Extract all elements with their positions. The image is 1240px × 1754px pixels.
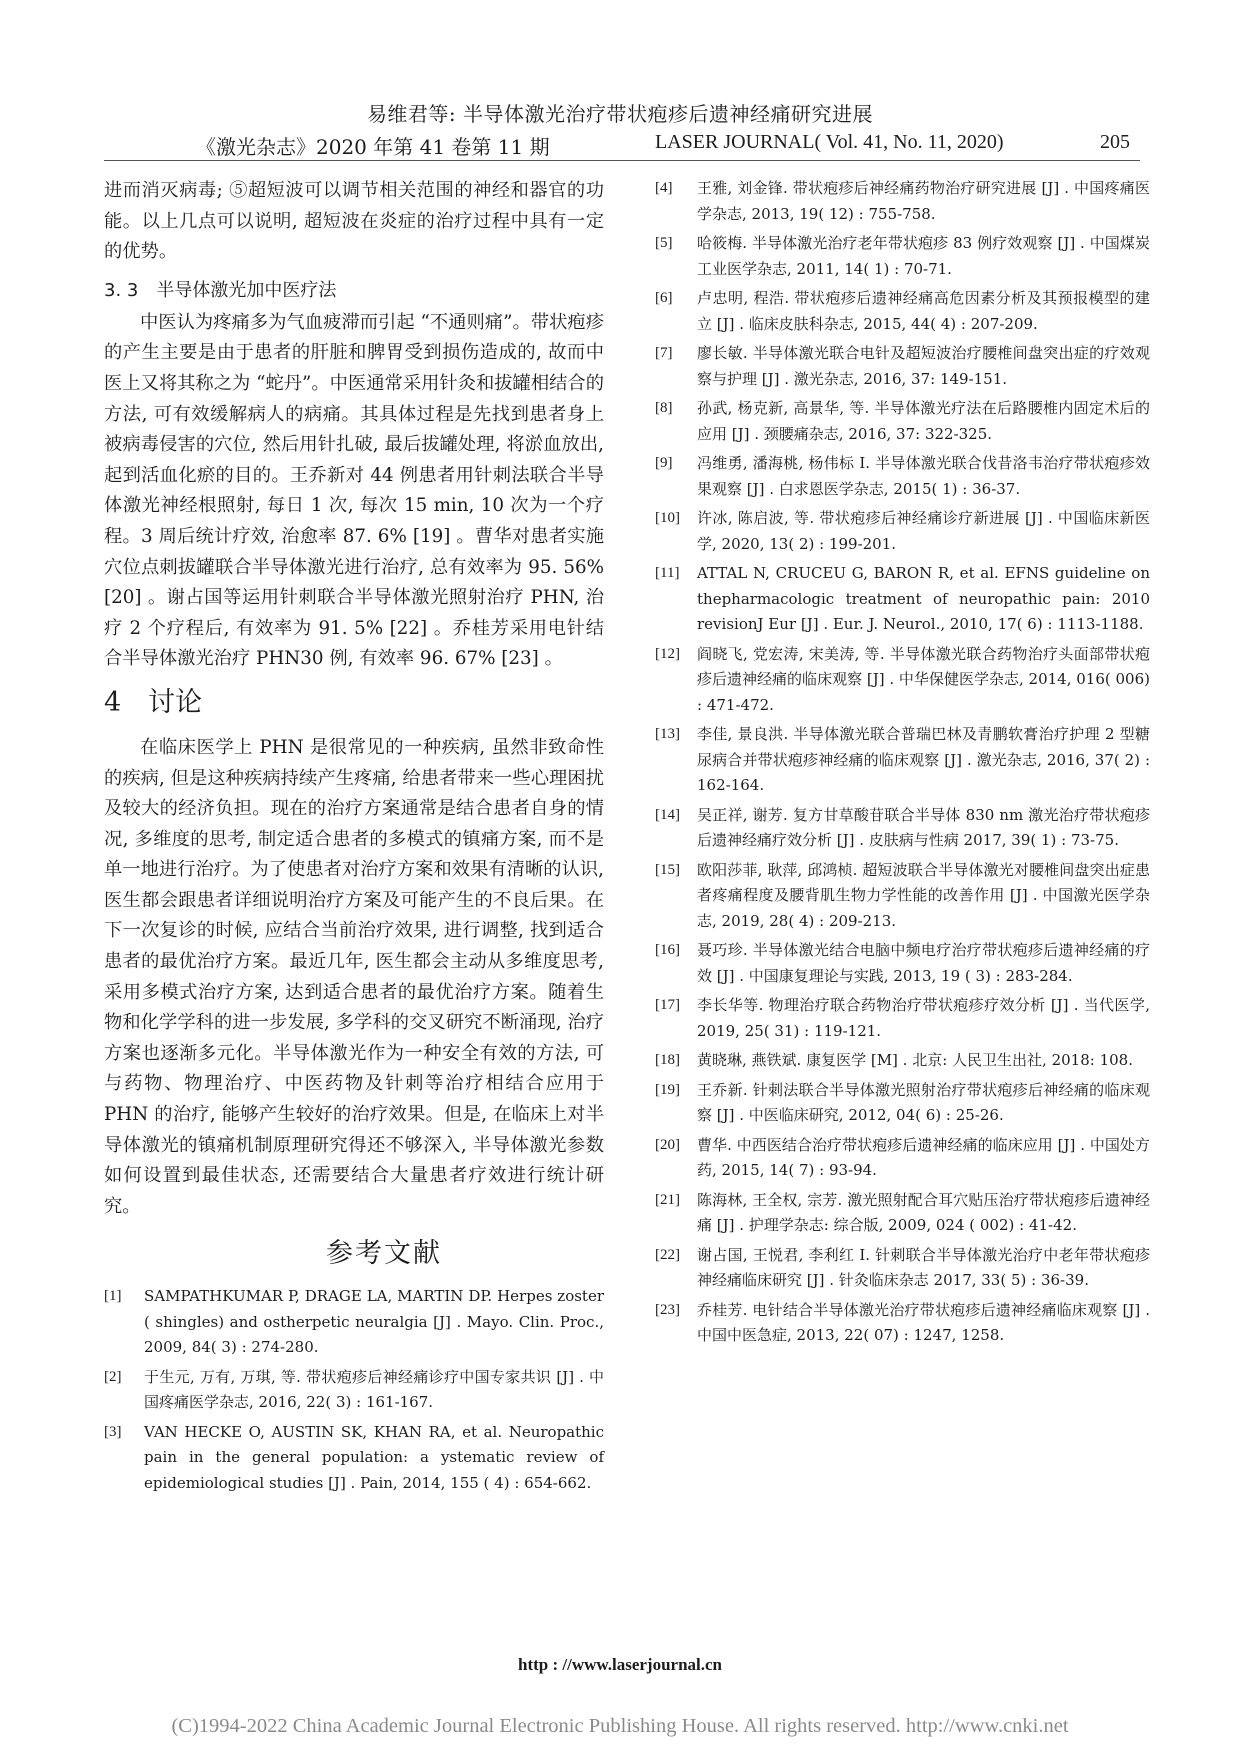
reference-item [655, 561, 1150, 638]
reference-number: [11] [655, 565, 680, 581]
reference-list-left [104, 1284, 604, 1496]
reference-number: [17] [655, 997, 680, 1013]
reference-number: [15] [655, 861, 680, 878]
journal-issue-cn: 《激光杂志》2020 年第 41 卷第 11 期 [196, 135, 550, 159]
journal-issue-en: LASER JOURNAL( Vol. 41, No. 11, 2020) [655, 131, 1004, 153]
reference-number: [3] [104, 1423, 122, 1440]
reference-item [104, 1365, 604, 1416]
reference-item [104, 1420, 604, 1497]
reference-number: [13] [655, 726, 680, 742]
reference-text: 哈筱梅. 半导体激光治疗老年带状疱疹 83 例疗效观察 [J] . 中国煤炭工业医学杂志, 2011, 14( 1) : 70-71. [697, 234, 1150, 278]
reference-number: [16] [655, 942, 680, 958]
reference-text: 黄晓琳, 燕铁斌. 康复医学 [M] . 北京: 人民卫生出社, 2018: 108. [697, 1051, 1133, 1069]
reference-text: 王乔新. 针刺法联合半导体激光照射治疗带状疱疹后神经痛的临床观察 [J] . 中医临床研究, 2012, 04( 6) : 25-26. [697, 1080, 1150, 1124]
page-number: 205 [1100, 131, 1130, 153]
references-title: 参考文献 [326, 1238, 442, 1270]
reference-item [655, 722, 1150, 799]
reference-item [655, 642, 1150, 719]
reference-item [655, 1243, 1150, 1294]
journal-url: http : //www.laserjournal.cn [518, 1655, 722, 1674]
reference-number: [8] [655, 400, 673, 416]
section-4-number: 4 [104, 686, 122, 718]
reference-item [655, 803, 1150, 854]
reference-item [655, 231, 1150, 282]
reference-number: [4] [655, 180, 673, 196]
reference-text: 乔桂芳. 电针结合半导体激光治疗带状疱疹后遗神经痛临床观察 [J] . 中国中医急症, 2013, 22( 07) : 1247, 1258. [697, 1300, 1150, 1344]
reference-item [655, 341, 1150, 392]
reference-text: 卢忠明, 程浩. 带状疱疹后遗神经痛高危因素分析及其预报模型的建立 [J] . 临床皮肤科杂志, 2015, 44( 4) : 207-209. [697, 289, 1150, 333]
reference-text: 于生元, 万有, 万琪, 等. 带状疱疹后神经痛诊疗中国专家共识 [J] . 中国疼痛医学杂志, 2016, 22( 3) : 161-167. [144, 1367, 604, 1412]
running-title: 易维君等: 半导体激光治疗带状疱疹后遗神经痛研究进展 [366, 102, 874, 126]
reference-item [655, 1078, 1150, 1129]
reference-text: 冯维勇, 潘海桃, 杨伟标 I. 半导体激光联合伐昔洛韦治疗带状疱疹效果观察 [J] . 白求恩医学杂志, 2015( 1) : 36-37. [697, 454, 1150, 498]
reference-number: [10] [655, 510, 680, 526]
paragraph-continuation: 进而消灭病毒; ⑤超短波可以调节相关范围的神经和器官的功能。以上几点可以说明, 超短波在炎症的治疗过程中具有一定的优势。 [104, 180, 604, 263]
reference-text: SAMPATHKUMAR P, DRAGE LA, MARTIN DP. Herpes zoster ( shingles) and ostherpetic neuralgia [J] . Mayo. Clin. Proc., 2009, 84( 3) : 274-280. [144, 1287, 604, 1357]
reference-number: [5] [655, 235, 673, 251]
reference-text: 曹华. 中西医结合治疗带状疱疹后遗神经痛的临床应用 [J] . 中国处方药, 2015, 14( 7) : 93-94. [697, 1135, 1150, 1179]
left-column [104, 176, 604, 1500]
reference-text: ATTAL N, CRUCEU G, BARON R, et al. EFNS guideline on thepharmacologic treatment of neuropathic pain: 2010 revisionJ Eur [J] . Eur. J. Neurol., 2010, 17( 6) : 1113-1188. [697, 564, 1150, 633]
reference-item [655, 451, 1150, 502]
reference-number: [18] [655, 1052, 680, 1068]
reference-item [104, 1284, 604, 1361]
reference-number: [19] [655, 1081, 680, 1098]
reference-text: 谢占国, 王悦君, 李利红 I. 针刺联合半导体激光治疗中老年带状疱疹神经痛临床研究 [J] . 针灸临床杂志 2017, 33( 5) : 36-39. [697, 1245, 1150, 1289]
reference-item [655, 1133, 1150, 1184]
reference-number: [21] [655, 1191, 680, 1208]
reference-number: [6] [655, 290, 673, 306]
reference-item [655, 858, 1150, 935]
reference-text: 吴正祥, 谢芳. 复方甘草酸苷联合半导体 830 nm 激光治疗带状疱疹后遗神经痛疗效分析 [J] . 皮肤病与性病 2017, 39( 1) : 73-75. [697, 805, 1150, 849]
header-rule [104, 160, 1140, 161]
reference-text: 欧阳莎菲, 耿萍, 邱鸿桢. 超短波联合半导体激光对腰椎间盘突出症患者疼痛程度及腰背肌生物力学性能的改善作用 [J] . 中国激光医学杂志, 2019, 28( 4) : 209-213. [697, 860, 1150, 930]
reference-text: 廖长敏. 半导体激光联合电针及超短波治疗腰椎间盘突出症的疗效观察与护理 [J] . 激光杂志, 2016, 37: 149-151. [697, 344, 1150, 388]
reference-text: 李长华等. 物理治疗联合药物治疗带状疱疹疗效分析 [J] . 当代医学, 2019, 25( 31) : 119-121. [697, 996, 1150, 1040]
reference-number: [12] [655, 645, 680, 662]
paragraph-discussion: 在临床医学上 PHN 是很常见的一种疾病, 虽然非致命性的疾病, 但是这种疾病持续产生疼痛, 给患者带来一些心理困扰及较大的经济负担。现在的治疗方案通常是结合患者自身的情况, 多维度的思考, 制定适合患者的多模式的镇痛方案, 而不是单一地进行治疗。为了使患者对治疗方案和效果有清晰的认识, 医生都会跟患者详细说明治疗方案及可能产生的不良后果。在下一次复诊的时候, 应结合当前治疗效果, 进行调整, 找到适合患者的最优治疗方案。最近几年, 医生都会主动从多维度思考, 采用多模式治疗方案, 达到适合患者的最优治疗方案。随着生物和化学学科的进一步发展, 多学科的交叉研究不断涌现, 治疗方案也逐渐多元化。半导体激光作为一种安全有效的方法, 可与药物、物理治疗、中医药物及针刺等治疗相结合应用于 PHN 的治疗, 能够产生较好的治疗效果。但是, 在临床上对半导体激光的镇痛机制原理研究得还不够深入, 半导体激光参数如何设置到最佳状态, 还需要结合大量患者疗效进行统计研究。 [104, 736, 604, 1217]
reference-text: 聂巧珍. 半导体激光结合电脑中频电疗治疗带状疱疹后遗神经痛的疗效 [J] . 中国康复理论与实践, 2013, 19 ( 3) : 283-284. [697, 941, 1150, 985]
reference-number: [7] [655, 345, 673, 361]
reference-number: [22] [655, 1246, 680, 1263]
reference-item [655, 1048, 1150, 1074]
reference-number: [2] [104, 1368, 122, 1385]
reference-text: 王雅, 刘金锋. 带状疱疹后神经痛药物治疗研究进展 [J] . 中国疼痛医学杂志, 2013, 19( 12) : 755-758. [697, 179, 1150, 223]
reference-item [655, 1188, 1150, 1239]
reference-number: [23] [655, 1301, 680, 1318]
copyright-watermark: (C)1994-2022 China Academic Journal Electronic Publishing House. All rights reserved. http://www.cnki.net [171, 1715, 1069, 1737]
paragraph-tcm: 中医认为疼痛多为气血疲滞而引起 “不通则痛”。带状疱疹的产生主要是由于患者的肝脏和脾胃受到损伤造成的, 故而中医上又将其称之为 “蛇丹”。中医通常采用针灸和拔罐相结合的方法, 可有效缓解病人的病痛。其具体过程是先找到患者身上被病毒侵害的穴位, 然后用针扎破, 最后拔罐处理, 将淤血放出, 起到活血化瘀的目的。王乔新对 44 例患者用针刺法联合半导体激光神经根照射, 每日 1 次, 每次 15 min, 10 次为一个疗程。3 周后统计疗效, 治愈率 87. 6% [19] 。曹华对患者实施穴位点刺拔罐联合半导体激光进行治疗, 总有效率为 95. 56% [20] 。谢占国等运用针刺联合半导体激光照射治疗 PHN, 治疗 2 个疗程后, 有效率为 91. 5% [22] 。乔桂芳采用电针结合半导体激光治疗 PHN30 例, 有效率 96. 67% [23] 。 [104, 311, 604, 670]
reference-text: 阎晓飞, 党宏涛, 宋美涛, 等. 半导体激光联合药物治疗头面部带状疱疹后遗神经痛的临床观察 [J] . 中华保健医学杂志, 2014, 016( 006) : 471-472. [697, 644, 1150, 714]
section-4-heading [104, 683, 604, 723]
reference-item [655, 396, 1150, 447]
reference-item [655, 506, 1150, 557]
reference-text: VAN HECKE O, AUSTIN SK, KHAN RA, et al. Neuropathic pain in the general population: a ystematic review of epidemiological studies [J] . Pain, 2014, 155 ( 4) : 654-662. [144, 1422, 604, 1492]
reference-text: 李佳, 景良洪. 半导体激光联合普瑞巴林及青鹏软膏治疗护理 2 型糖尿病合并带状疱疹神经痛的临床观察 [J] . 激光杂志, 2016, 37( 2) : 162-164. [697, 725, 1150, 794]
reference-number: [20] [655, 1136, 680, 1153]
reference-item [655, 938, 1150, 989]
reference-item [655, 176, 1150, 227]
reference-number: [14] [655, 806, 680, 823]
reference-item [655, 286, 1150, 337]
reference-item [655, 993, 1150, 1044]
reference-text: 陈海林, 王全权, 宗芳. 激光照射配合耳穴贴压治疗带状疱疹后遗神经痛 [J] . 护理学杂志: 综合版, 2009, 024 ( 002) : 41-42. [697, 1190, 1150, 1234]
section-3-3-heading: 3. 3 半导体激光加中医疗法 [104, 279, 337, 301]
reference-item [655, 1298, 1150, 1349]
section-4-title: 讨论 [148, 686, 202, 718]
reference-text: 许冰, 陈启波, 等. 带状疱疹后神经痛诊疗新进展 [J] . 中国临床新医学, 2020, 13( 2) : 199-201. [697, 509, 1150, 553]
reference-text: 孙武, 杨克新, 高景华, 等. 半导体激光疗法在后路腰椎内固定术后的应用 [J] . 颈腰痛杂志, 2016, 37: 322-325. [697, 399, 1150, 443]
reference-number: [9] [655, 455, 673, 471]
reference-number: [1] [104, 1288, 122, 1305]
right-column [655, 176, 1150, 1353]
